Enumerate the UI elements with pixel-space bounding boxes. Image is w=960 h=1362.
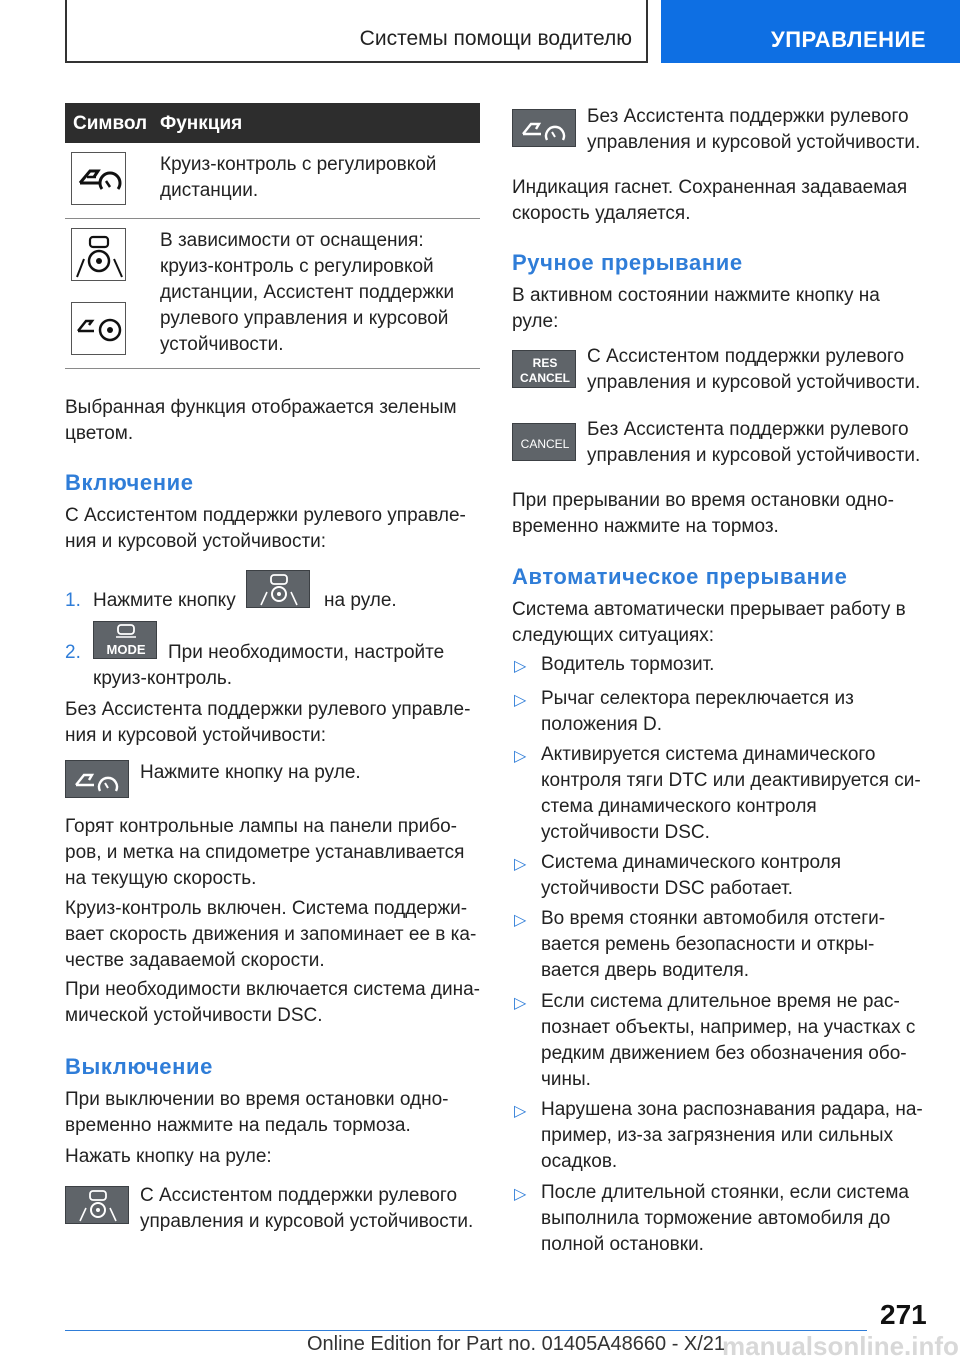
res-label: RES [532, 356, 558, 370]
list-item [541, 906, 936, 984]
switch-on-intro: С Ассистентом поддержки рулевого управле- ния и курсовой устойчивости: [65, 505, 466, 552]
manual-without: Без Ассистента поддержки рулевого управления и курсовой устойчивости. [587, 419, 921, 466]
switch-off-with: С Ассистентом поддержки рулевого управления и курсовой устойчивости. [140, 1185, 474, 1232]
mode-label: MODE [106, 642, 146, 657]
bullet-icon: ▷ [514, 1103, 527, 1120]
list-item-line: познает объекты, например, на участках с [541, 1017, 916, 1038]
without-assist-note: Без Ассистента поддержки рулевого управле- ния и курсовой устойчивости: [65, 699, 471, 746]
list-item-line: Активируется система динамического [541, 744, 876, 765]
list-item [541, 850, 936, 902]
list-item [541, 686, 936, 738]
selected-note: Выбранная функция отображается зеленым цветом. [65, 397, 457, 444]
list-item-line: Нарушена зона распознавания радара, на- [541, 1099, 923, 1120]
heading-manual-interrupt: Ручное прерывание [512, 250, 743, 275]
manual-stop-text: При прерывании во время остановки одно- временно нажмите на тормоз. [512, 490, 894, 537]
watermark: manualsonline.info [722, 1331, 959, 1361]
list-item-line: вается ремень безопасности и откры- [541, 934, 875, 955]
heading-auto-interrupt: Автоматическое прерывание [512, 564, 848, 589]
acc-button-icon-2[interactable] [512, 109, 576, 147]
switch-off-press: Нажать кнопку на руле: [65, 1146, 272, 1167]
page-number: 271 [880, 1299, 927, 1330]
steering-assist-button-icon-2[interactable] [65, 1186, 129, 1224]
cancel-label: CANCEL [520, 371, 570, 385]
bullet-icon: ▷ [514, 1186, 527, 1203]
list-item-line: Если система длительное время не рас- [541, 991, 900, 1012]
table-col-symbol: Символ [73, 113, 148, 134]
step-2 [65, 640, 81, 666]
bullet-icon: ▷ [514, 995, 527, 1012]
list-item-line: чины. [541, 1069, 591, 1090]
steering-assist-button-icon[interactable] [246, 570, 310, 608]
lane-steering-icon [71, 228, 126, 281]
step-1-number: 1. [65, 590, 81, 611]
press-button-text: Нажмите кнопку на руле. [140, 762, 361, 783]
step-1-text-b: на руле. [324, 590, 397, 611]
list-item-line: Рычаг селектора переключается из [541, 688, 854, 709]
list-item-line: выполнила торможение автомобиля до [541, 1208, 891, 1229]
list-item-line: осадков. [541, 1151, 618, 1172]
lamps-text: Горят контрольные лампы на панели прибо- ров, и метка на спидометре устанавливается на текущую скорость. [65, 816, 465, 889]
manual-text: В активном состоянии нажмите кнопку на руле: [512, 285, 880, 332]
list-item-line: устойчивости DSC работает. [541, 878, 793, 899]
list-item-line: полной остановки. [541, 1234, 704, 1255]
step-1 [65, 588, 236, 614]
list-item-line: Во время стоянки автомобиля отстеги- [541, 908, 886, 929]
table-divider [65, 218, 480, 219]
dsc-text: При необходимости включается система дина- мической устойчивости DSC. [65, 979, 481, 1026]
header-section-box [65, 0, 648, 63]
switch-off-text: При выключении во время остановки одно- временно нажмите на педаль тормоза. [65, 1089, 449, 1136]
list-item-line: устойчивости DSC. [541, 822, 710, 843]
res-cancel-button-icon[interactable] [512, 350, 576, 388]
step-2-number: 2. [65, 642, 81, 663]
cancel-button-label: CANCEL [520, 437, 570, 451]
bullet-icon: ▷ [514, 692, 527, 709]
list-item-line: пример, из-за загрязнения или сильных [541, 1125, 894, 1146]
header-section-title: Системы помощи водителю [359, 27, 632, 50]
acc-distance-icon [71, 152, 126, 205]
heading-switch-on: Включение [65, 470, 194, 495]
list-item [541, 1180, 936, 1258]
list-item-line: После длительной стоянки, если система [541, 1182, 909, 1203]
list-item-line: контроля тяги DTC или деактивируется си- [541, 770, 921, 791]
enabled-text: Круиз-контроль включен. Система поддержи- вает скорость движения и запоминает ее в ка- честве задаваемой скорости. [65, 898, 477, 971]
list-item-line: вается дверь водителя. [541, 960, 750, 981]
list-item-line: Водитель тормозит. [541, 654, 715, 675]
indicator-off-text: Индикация гаснет. Сохраненная задаваемая скорость удаляется. [512, 177, 908, 224]
list-item-line: стема динамического контроля [541, 796, 817, 817]
cancel-button-icon[interactable] [512, 423, 576, 461]
table-row1-text: Круиз-контроль с регулировкой дистанции. [160, 154, 437, 201]
table-row2-text: В зависимости от оснащения: круиз-контроль с регулировкой дистанции, Ассистент поддержки рулевого управления и курсовой устойчивости. [160, 230, 455, 355]
table-bottom-line [65, 368, 480, 369]
manual-with: С Ассистентом поддержки рулевого управления и курсовой устойчивости. [587, 346, 921, 393]
header-chapter-tab [661, 0, 960, 63]
bullet-icon: ▷ [514, 856, 527, 873]
heading-switch-off: Выключение [65, 1054, 213, 1079]
acc-button-icon[interactable] [65, 760, 129, 798]
acc-steering-icon [71, 302, 126, 355]
header-chapter-title: УПРАВЛЕНИЕ [771, 27, 926, 52]
bullet-icon: ▷ [514, 658, 527, 675]
right-without-assist: Без Ассистента поддержки рулевого управления и курсовой устойчивости. [587, 106, 921, 153]
step-1-text-a: Нажмите кнопку [93, 590, 236, 611]
list-item [541, 742, 936, 846]
auto-intro: Система автоматически прерывает работу в следующих ситуациях: [512, 599, 906, 646]
list-item [541, 1097, 936, 1175]
bullet-icon: ▷ [514, 912, 527, 929]
list-item-line: положения D. [541, 714, 663, 735]
bullet-icon: ▷ [514, 748, 527, 765]
list-item [541, 989, 936, 1093]
footer-edition: Online Edition for Part no. 01405A48660 - X/21 [307, 1333, 726, 1355]
list-item-line: редким движением без обозначения обо- [541, 1043, 907, 1064]
mode-button-icon[interactable] [93, 621, 157, 659]
step-2-text-a: При необходимости, настройте [168, 642, 445, 663]
list-item [541, 652, 936, 678]
table-col-function: Функция [160, 113, 243, 134]
table-header [65, 103, 480, 143]
step-2-text-b: круиз-контроль. [93, 668, 233, 689]
list-item-line: Система динамического контроля [541, 852, 842, 873]
